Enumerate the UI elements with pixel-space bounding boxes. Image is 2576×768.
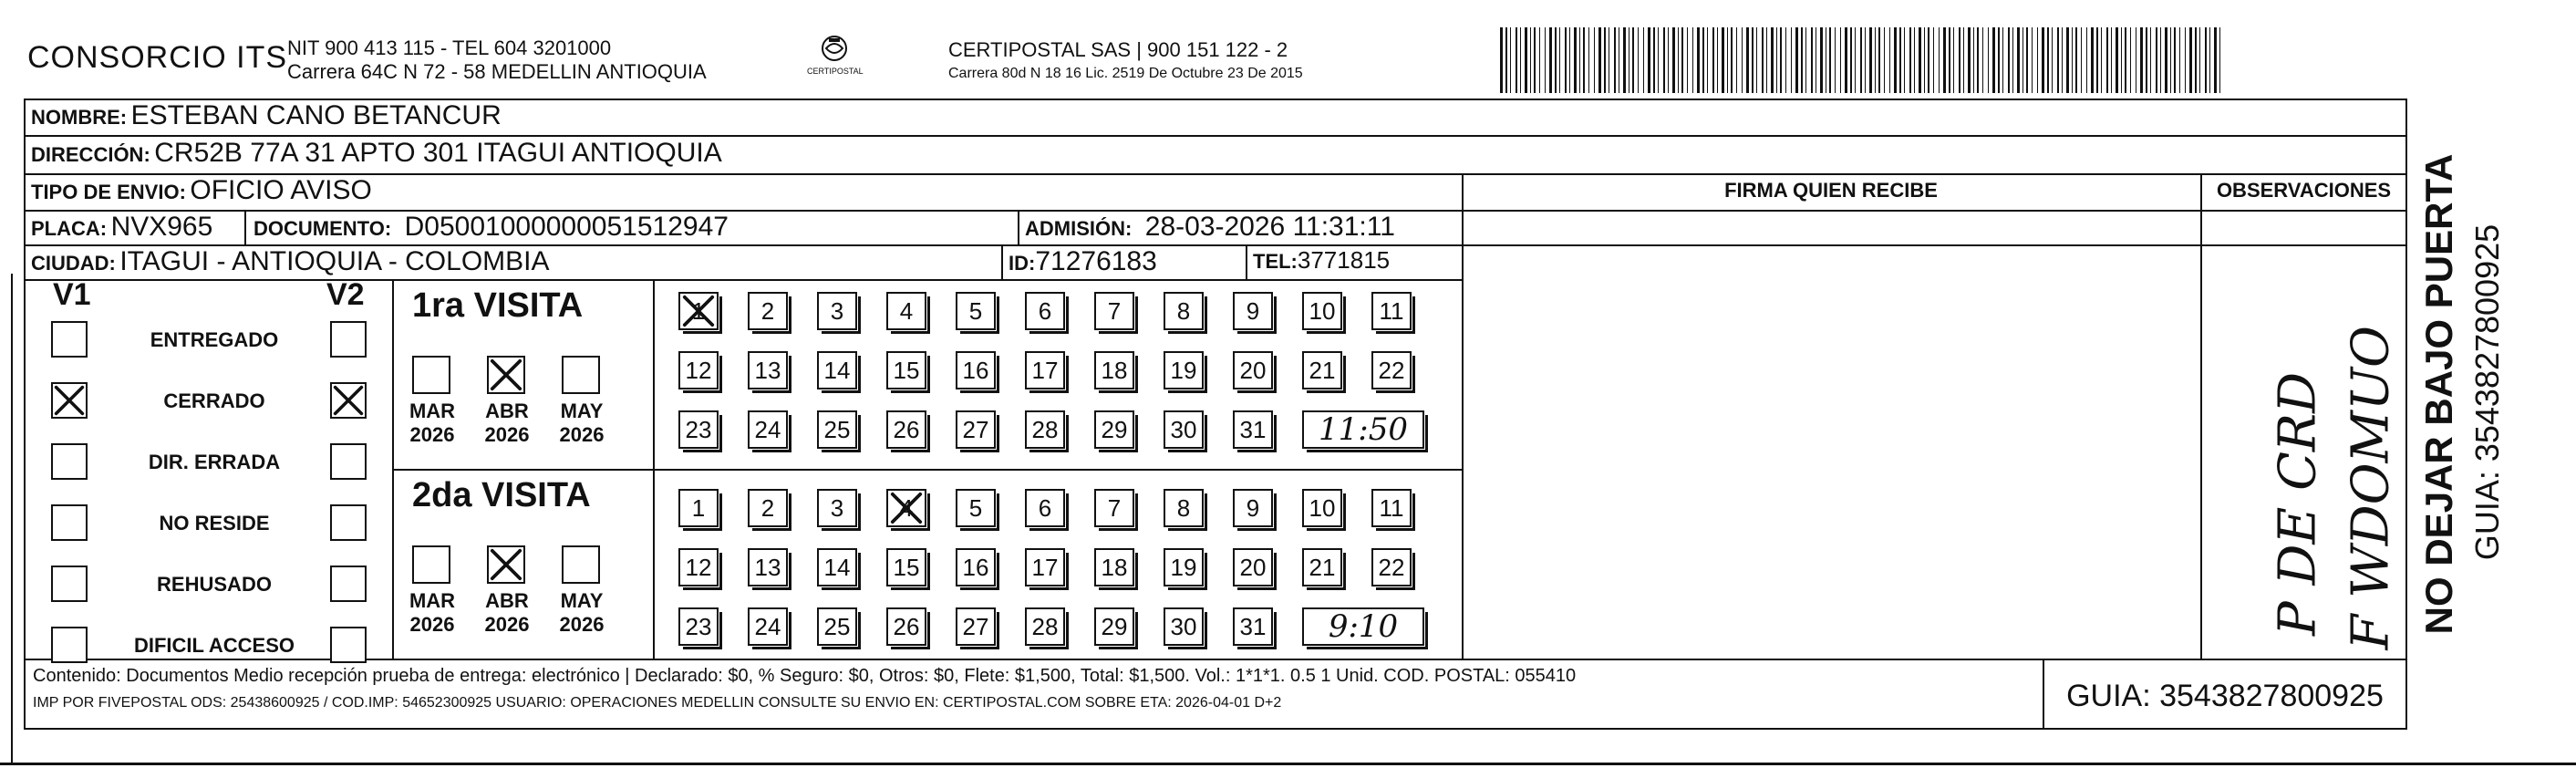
day-box[interactable]: 4 [886,292,926,330]
observaciones-header: OBSERVACIONES [2216,179,2392,202]
x-mark-icon [332,384,365,417]
day-box[interactable]: 17 [1025,351,1065,389]
day-box[interactable]: 11 [1371,292,1412,330]
documento-value: D05001000000051512947 [404,212,729,242]
nombre-value: ESTEBAN CANO BETANCUR [130,100,502,130]
v2-checkbox[interactable] [330,627,367,663]
day-box[interactable]: 26 [886,607,926,646]
year-label: 2026 [409,613,455,636]
placa-label: PLACA: [31,217,108,240]
day-box[interactable]: 25 [817,410,857,449]
v2-header: V2 [326,277,365,312]
day-box[interactable]: 26 [886,410,926,449]
month-checkbox[interactable] [412,356,450,394]
certipostal-logo [807,35,862,89]
day-box[interactable]: 25 [817,607,857,646]
v2-checkbox[interactable] [330,382,367,419]
day-box[interactable]: 20 [1233,351,1273,389]
v1-checkbox[interactable] [51,566,88,602]
day-box[interactable]: 8 [1164,489,1204,527]
ciudad-value: ITAGUI - ANTIOQUIA - COLOMBIA [119,246,550,276]
month-label: MAY [560,400,604,422]
day-box[interactable]: 21 [1302,351,1342,389]
x-mark-icon [680,294,717,328]
v1-checkbox[interactable] [51,382,88,419]
day-box[interactable]: 21 [1302,548,1342,586]
day-box[interactable]: 11 [1371,489,1412,527]
day-box[interactable]: 13 [748,351,788,389]
company-address: Carrera 64C N 72 - 58 MEDELLIN ANTIOQUIA [287,60,707,83]
day-box[interactable]: 12 [678,351,719,389]
tipo-envio-value: OFICIO AVISO [190,175,372,205]
day-box[interactable]: 3 [817,489,857,527]
day-box[interactable]: 22 [1371,548,1412,586]
day-box[interactable]: 28 [1025,607,1065,646]
nombre-label: NOMBRE: [31,106,128,129]
status-label: DIFICIL ACCESO [133,634,295,657]
admision-value: 28-03-2026 11:31:11 [1144,212,1395,242]
v1-checkbox[interactable] [51,321,88,358]
status-label: NO RESIDE [159,512,270,534]
x-mark-icon [888,491,925,525]
year-label: 2026 [559,423,605,446]
direccion-value: CR52B 77A 31 APTO 301 ITAGUI ANTIOQUIA [154,138,722,168]
v2-checkbox[interactable] [330,321,367,358]
year-label: 2026 [484,423,530,446]
v1-checkbox[interactable] [51,443,88,480]
day-box[interactable]: 27 [956,607,996,646]
status-label: ENTREGADO [150,328,279,351]
footer-imp: IMP POR FIVEPOSTAL ODS: 25438600925 / COD.IMP: 54652300925 USUARIO: OPERACIONES MEDELLIN CONSULTE SU ENVIO EN: CERTIPOSTAL.COM SOBRE ETA: 2026-04-01 D+2 [33,695,1282,711]
day-box[interactable]: 22 [1371,351,1412,389]
day-box[interactable]: 12 [678,548,719,586]
status-label: CERRADO [163,389,265,412]
company-name: CONSORCIO ITS [27,40,288,75]
day-box[interactable]: 18 [1094,351,1134,389]
status-label: REHUSADO [157,573,272,596]
month-label: MAR [409,589,456,612]
x-mark-icon [489,547,523,582]
x-mark-icon [489,358,523,392]
day-box[interactable]: 6 [1025,292,1065,330]
day-box[interactable]: 18 [1094,548,1134,586]
day-box[interactable]: 28 [1025,410,1065,449]
day-box[interactable]: 14 [817,351,857,389]
month-label: ABR [485,400,529,422]
v1-checkbox[interactable] [51,504,88,541]
day-box[interactable]: 1 [678,489,719,527]
day-box[interactable]: 29 [1094,607,1134,646]
logo-text: CERTIPOSTAL [807,67,864,76]
day-box[interactable]: 10 [1302,489,1342,527]
observaciones-handwritten-1: P DE CRD [2268,372,2328,636]
day-box[interactable]: 19 [1164,351,1204,389]
direccion-label: DIRECCIÓN: [31,143,150,166]
visit-time: 9:10 [1302,607,1424,646]
side-warning: NO DEJAR BAJO PUERTA [2417,153,2460,635]
month-label: MAR [409,400,456,422]
ciudad-label: CIUDAD: [31,252,116,275]
month-checkbox[interactable] [412,545,450,584]
id-label: ID: [1009,252,1036,275]
month-checkbox[interactable] [487,545,525,584]
day-box[interactable]: 19 [1164,548,1204,586]
status-label: DIR. ERRADA [148,451,281,473]
day-box[interactable]: 9 [1233,292,1273,330]
observaciones-handwritten-2: F WDOMUO [2341,326,2401,650]
day-box[interactable]: 20 [1233,548,1273,586]
month-label: ABR [485,589,529,612]
day-box[interactable]: 6 [1025,489,1065,527]
day-box[interactable]: 2 [748,292,788,330]
day-box[interactable]: 17 [1025,548,1065,586]
day-box[interactable]: 30 [1164,607,1204,646]
visita2-title: 2da VISITA [412,476,591,514]
year-label: 2026 [484,613,530,636]
day-box[interactable]: 7 [1094,292,1134,330]
x-mark-icon [53,384,86,417]
v2-checkbox[interactable] [330,504,367,541]
certipostal-license: Carrera 80d N 18 16 Lic. 2519 De Octubre 23 De 2015 [948,66,1303,81]
day-box[interactable]: 7 [1094,489,1134,527]
day-box[interactable]: 14 [817,548,857,586]
month-label: MAY [560,589,604,612]
day-box[interactable]: 24 [748,607,788,646]
day-box[interactable]: 8 [1164,292,1204,330]
day-box[interactable]: 23 [678,607,719,646]
day-box[interactable]: 31 [1233,410,1273,449]
day-box[interactable]: 24 [748,410,788,449]
month-checkbox[interactable] [562,356,600,394]
placa-value: NVX965 [110,212,213,242]
tel-value: 3771815 [1297,246,1391,274]
day-box[interactable]: 30 [1164,410,1204,449]
v2-checkbox[interactable] [330,443,367,480]
certipostal-logo-icon [816,35,853,66]
year-label: 2026 [409,423,455,446]
footer-guia: GUIA: 3543827800925 [2066,679,2384,713]
day-box[interactable]: 16 [956,548,996,586]
tel-label: TEL: [1253,250,1298,273]
year-label: 2026 [559,613,605,636]
admision-label: ADMISIÓN: [1025,217,1133,240]
day-box[interactable]: 2 [748,489,788,527]
barcode [1500,27,2225,93]
tipo-envio-label: TIPO DE ENVIO: [31,181,186,203]
day-box[interactable]: 16 [956,351,996,389]
day-box[interactable]: 5 [956,489,996,527]
day-box[interactable]: 4 [886,489,926,527]
day-box[interactable]: 3 [817,292,857,330]
id-value: 71276183 [1035,246,1157,276]
company-nit: NIT 900 413 115 - TEL 604 3201000 [287,36,612,59]
day-box[interactable]: 27 [956,410,996,449]
day-box[interactable]: 29 [1094,410,1134,449]
certipostal-info: CERTIPOSTAL SAS | 900 151 122 - 2 [948,38,1288,61]
month-checkbox[interactable] [487,356,525,394]
day-box[interactable]: 23 [678,410,719,449]
documento-label: DOCUMENTO: [253,217,392,240]
day-box[interactable]: 31 [1233,607,1273,646]
day-box[interactable]: 9 [1233,489,1273,527]
v1-checkbox[interactable] [51,627,88,663]
visita1-title: 1ra VISITA [412,286,584,325]
day-box[interactable]: 5 [956,292,996,330]
v2-checkbox[interactable] [330,566,367,602]
day-box[interactable]: 13 [748,548,788,586]
day-box[interactable]: 15 [886,351,926,389]
day-box[interactable]: 1 [678,292,719,330]
side-guia: GUIA: 3543827800925 [2468,223,2506,561]
visit-time: 11:50 [1302,410,1424,449]
day-box[interactable]: 10 [1302,292,1342,330]
day-box[interactable]: 15 [886,548,926,586]
firma-header: FIRMA QUIEN RECIBE [1724,179,1938,202]
footer-contenido: Contenido: Documentos Medio recepción prueba de entrega: electrónico | Declarado: $0, % Seguro: $0, Otros: $0, Flete: $1,500, Total: $1,500. Vol.: 1*1*1. 0.5 1 Unid. COD. POSTAL: 055410 [33,666,1577,686]
v1-header: V1 [53,277,91,312]
month-checkbox[interactable] [562,545,600,584]
